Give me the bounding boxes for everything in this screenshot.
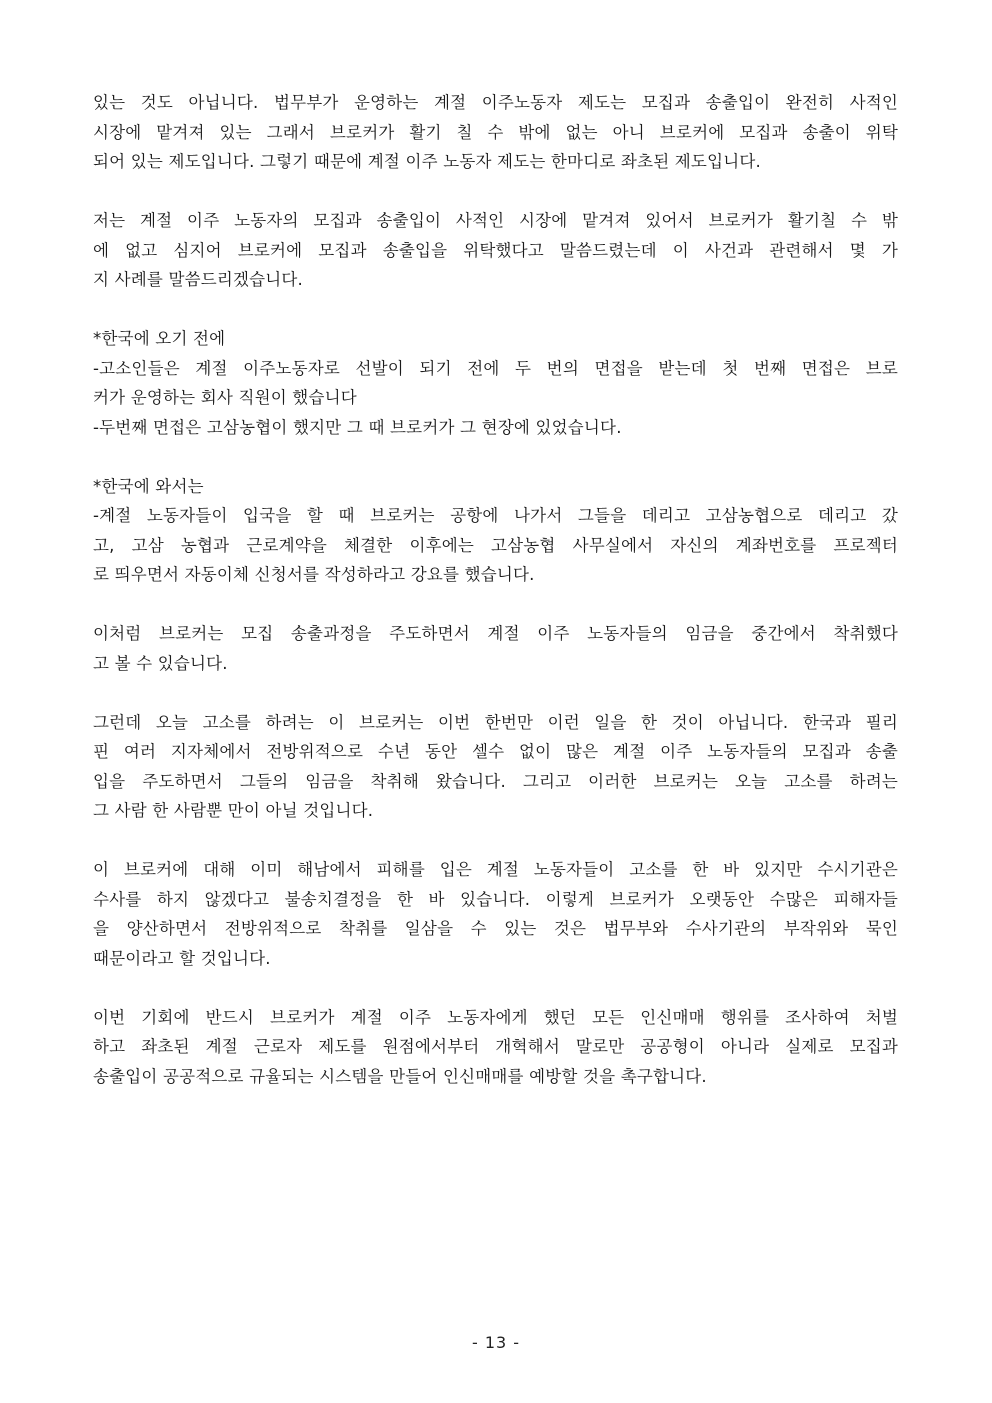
text-line: 고 볼 수 있습니다. [93,653,228,673]
text-line: 이 브로커에 대해 이미 해남에서 피해를 입은 계절 노동자들이 고소를 한 바 있지만 수시기관은 [93,860,898,879]
paragraph-repeated-offense [93,708,898,826]
list-item-line: -고소인들은 계절 이주노동자로 선발이 되기 전에 두 번의 면접을 받는데 첫 번째 면접은 브로 [93,358,898,378]
text-line: 시장에 맡겨져 있는 그래서 브로커가 활기 칠 수 밖에 없는 아니 브로커에 모집과 송출이 위탁 [93,122,898,142]
section-after-korea [93,472,898,590]
paragraph-cases-intro [93,206,898,295]
section-heading: *한국에 와서는 [93,476,204,496]
text-line: 이번 기회에 반드시 브로커가 계절 이주 노동자에게 했던 모든 인신매매 행위를 조사하여 처벌 [93,1007,898,1027]
paragraph-demand [93,1003,898,1092]
list-item-line: 로 띄우면서 자동이체 신청서를 작성하라고 강요를 했습니다. [93,565,535,584]
text-line: 저는 계절 이주 노동자의 모집과 송출입이 사적인 시장에 맡겨져 있어서 브로커가 활기칠 수 밖 [93,211,898,230]
text-line: 있는 것도 아닙니다. 법무부가 운영하는 계절 이주노동자 제도는 모집과 송출입이 완전히 사적인 [93,93,898,112]
text-line: 하고 좌초된 계절 근로자 제도를 원점에서부터 개혁해서 말로만 공공형이 아니라 실제로 모집과 [93,1037,898,1056]
text-line: 에 없고 심지어 브로커에 모집과 송출입을 위탁했다고 말씀드렸는데 이 사건과 관련해서 몇 가 [93,240,898,260]
paragraph-exploitation [93,619,898,678]
section-before-korea [93,324,898,442]
text-line: 그런데 오늘 고소를 하려는 이 브로커는 이번 한번만 이런 일을 한 것이 아닙니다. 한국과 필리 [93,712,898,732]
list-item-line: 커가 운영하는 회사 직원이 했습니다 [93,388,357,407]
text-line: 을 양산하면서 전방위적으로 착취를 일삼을 수 있는 것은 법무부와 수사기관의 부작위와 묵인 [93,919,898,938]
text-line: 되어 있는 제도입니다. 그렇기 때문에 계절 이주 노동자 제도는 한마디로 좌초된 제도입니다. [93,152,761,171]
text-line: 송출입이 공공적으로 규율되는 시스템을 만들어 인신매매를 예방할 것을 촉구합니다. [93,1066,707,1086]
section-heading: *한국에 오기 전에 [93,329,226,348]
text-line: 지 사례를 말씀드리겠습니다. [93,270,304,289]
text-line: 입을 주도하면서 그들의 임금을 착취해 왔습니다. 그리고 이러한 브로커는 오늘 고소를 하려는 [93,771,898,791]
text-line: 이처럼 브로커는 모집 송출과정을 주도하면서 계절 이주 노동자들의 임금을 중간에서 착취했다 [93,624,898,643]
list-item-line: -두번째 면접은 고삼농협이 했지만 그 때 브로커가 그 현장에 있었습니다. [93,417,622,437]
paragraph-intro [93,88,898,177]
text-line: 그 사람 한 사람뿐 만이 아닐 것입니다. [93,801,374,820]
text-line: 때문이라고 할 것입니다. [93,948,271,968]
list-item-line: -계절 노동자들이 입국을 할 때 브로커는 공항에 나가서 그들을 데리고 고삼농협으로 데리고 갔 [93,506,898,525]
page-number: - 13 - [471,1333,521,1352]
list-item-line: 고, 고삼 농협과 근로계약을 체결한 이후에는 고삼농협 사무실에서 자신의 계좌번호를 프로젝터 [93,535,898,555]
paragraph-investigation [93,855,898,973]
document-page [93,88,898,1121]
text-line: 수사를 하지 않겠다고 불송치결정을 한 바 있습니다. 이렇게 브로커가 오랫동안 수많은 피해자들 [93,889,898,909]
text-line: 핀 여러 지자체에서 전방위적으로 수년 동안 셀수 없이 많은 계절 이주 노동자들의 모집과 송출 [93,742,898,761]
